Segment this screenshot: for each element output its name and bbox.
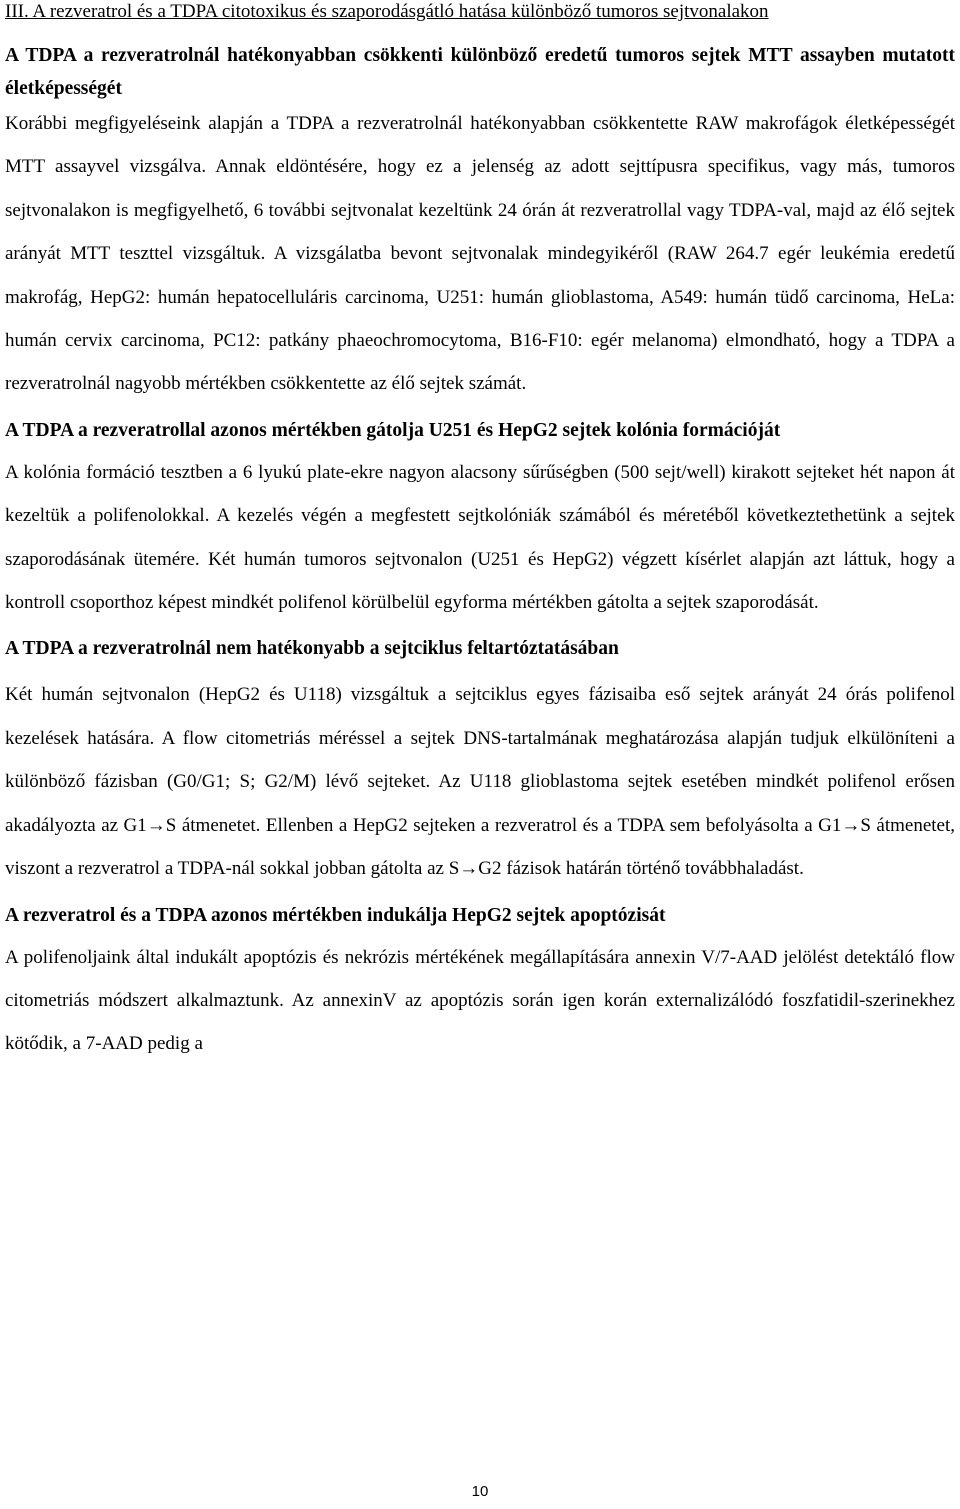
subsection-heading-1: A TDPA a rezveratrolnál hatékonyabban csökkenti különböző eredetű tumoros sejtek MTT assayben mutatott életképességét: [5, 45, 955, 99]
document-page: [5, 0, 955, 1066]
subsection-body-2: A kolónia formáció tesztben a 6 lyukú plate-ekre nagyon alacsony sűrűségben (500 sejt/well) kirakott sejteket hét napon át kezeltük a polifenolokkal. A kezelés végén a megfestett sejtkolóniák számából és méretéből következtethetünk a sejtek szaporodásának ütemére. Két humán tumoros sejtvonalon (U251 és HepG2) végzett kísérlet alapján azt láttuk, hogy a kontroll csoporthoz képest mindkét polifenol körülbelül egyforma mértékben gátolta a sejtek szaporodását.: [5, 461, 955, 614]
section-title: III. A rezveratrol és a TDPA citotoxikus és szaporodásgátló hatása különböző tumoros sejtvonalakon: [5, 1, 769, 22]
subsection-body-4: A polifenoljaink által indukált apoptózis és nekrózis mértékének megállapítására annexin V/7-AAD jelölést detektáló flow citometriás módszert alkalmaztunk. Az annexinV az apoptózis során igen korán externalizálódó foszfatidil-szerinekhez kötődik, a 7-AAD pedig a: [5, 946, 955, 1055]
subsection-heading-4: A rezveratrol és a TDPA azonos mértékben indukálja HepG2 sejtek apoptózisát: [5, 904, 666, 926]
page-number: 10: [471, 1483, 489, 1500]
subsection-heading-3: A TDPA a rezveratrolnál nem hatékonyabb a sejtciklus feltartóztatásában: [5, 638, 619, 660]
subsection-body-1: Korábbi megfigyeléseink alapján a TDPA a rezveratrolnál hatékonyabban csökkentette RAW makrofágok életképességét MTT assayvel vizsgálva. Annak eldöntésére, hogy ez a jelenség az adott sejttípusra specifikus, vagy más, tumoros sejtvonalakon is megfigyelhető, 6 további sejtvonalat kezeltünk 24 órán át rezveratrollal vagy TDPA-val, majd az élő sejtek arányát MTT teszttel vizsgáltuk. A vizsgálatba bevont sejtvonalak mindegyikéről (RAW 264.7 egér leukémia eredetű makrofág, HepG2: humán hepatocelluláris carcinoma, U251: humán glioblastoma, A549: humán tüdő carcinoma, HeLa: humán cervix carcinoma, PC12: patkány phaeochromocytoma, B16-F10: egér melanoma) elmondható, hogy a TDPA a rezveratrolnál nagyobb mértékben csökkentette az élő sejtek számát.: [5, 113, 955, 395]
subsection-heading-2: A TDPA a rezveratrollal azonos mértékben gátolja U251 és HepG2 sejtek kolónia formációját: [5, 419, 781, 441]
subsection-body-3: Két humán sejtvonalon (HepG2 és U118) vizsgáltuk a sejtciklus egyes fázisaiba eső sejtek arányát 24 órás polifenol kezelések hatására. A flow citometriás méréssel a sejtek DNS-tartalmának meghatározása alapján tudjuk elkülöníteni a különböző fázisban (G0/G1; S; G2/M) lévő sejteket. Az U118 glioblastoma sejtek esetében mindkét polifenol erősen akadályozta az G1→S átmenetet. Ellenben a HepG2 sejteken a rezveratrol és a TDPA sem befolyásolta a G1→S átmenetet, viszont a rezveratrol a TDPA-nál sokkal jobban gátolta az S→G2 fázisok határán történő továbbhaladást.: [5, 684, 955, 880]
